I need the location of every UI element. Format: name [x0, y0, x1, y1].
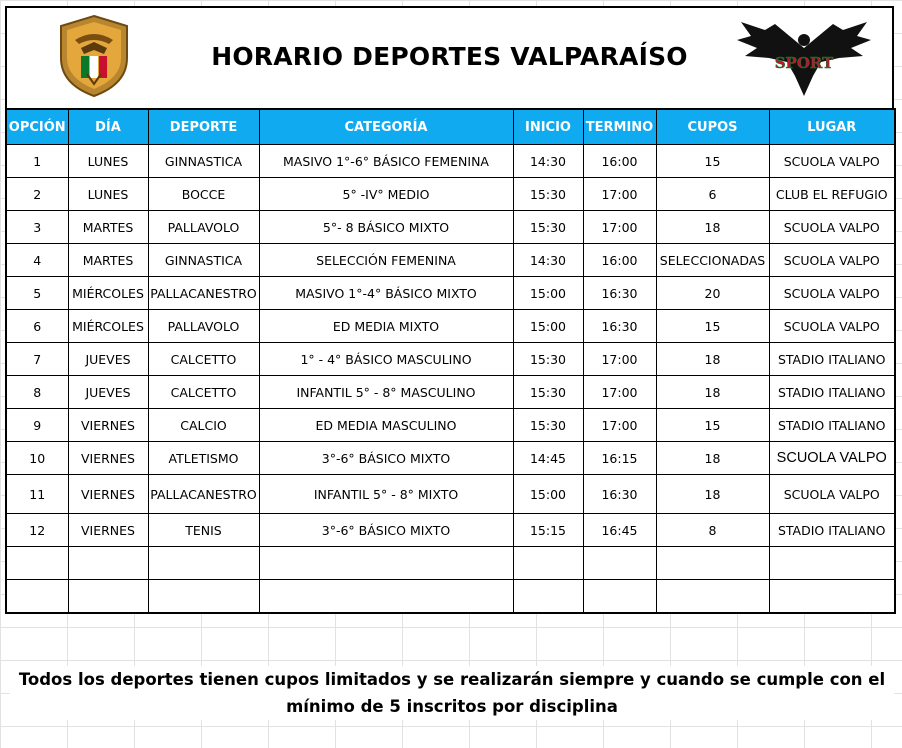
table-row: [6, 343, 895, 376]
cell-dia: LUNES: [68, 145, 148, 178]
cell-opcion: 5: [6, 277, 68, 310]
cell-inicio: 15:00: [513, 310, 583, 343]
cell-deporte: GINNASTICA: [148, 145, 259, 178]
cell-inicio: 15:30: [513, 178, 583, 211]
column-header-dia: DÍA: [68, 109, 148, 145]
cell-lugar: CLUB EL REFUGIO: [769, 178, 895, 211]
table-row: [6, 244, 895, 277]
table-header-row: [6, 109, 895, 145]
cell-dia: JUEVES: [68, 376, 148, 409]
cell-opcion: 12: [6, 514, 68, 547]
cell-opcion: 11: [6, 475, 68, 514]
cell-deporte: PALLAVOLO: [148, 211, 259, 244]
cell-opcion: 7: [6, 343, 68, 376]
table-row: [6, 145, 895, 178]
cell-opcion: 8: [6, 376, 68, 409]
cell-termino: 17:00: [583, 409, 656, 442]
cell-dia: MIÉRCOLES: [68, 310, 148, 343]
cell-dia: LUNES: [68, 178, 148, 211]
cell-inicio: 15:15: [513, 514, 583, 547]
cell-opcion: [6, 580, 68, 614]
cell-dia: MARTES: [68, 211, 148, 244]
table-row-empty: [6, 547, 895, 580]
cell-cupos: 8: [656, 514, 769, 547]
cell-opcion: 4: [6, 244, 68, 277]
cell-deporte: CALCETTO: [148, 343, 259, 376]
cell-lugar: SCUOLA VALPO: [769, 211, 895, 244]
cell-termino: 16:30: [583, 475, 656, 514]
cell-deporte: PALLACANESTRO: [148, 475, 259, 514]
cell-dia: JUEVES: [68, 343, 148, 376]
table-row: [6, 277, 895, 310]
column-header-categoria: CATEGORÍA: [259, 109, 513, 145]
cell-cupos: 18: [656, 475, 769, 514]
cell-categoria: 5° -IV° MEDIO: [259, 178, 513, 211]
cell-inicio: [513, 547, 583, 580]
cell-deporte: CALCIO: [148, 409, 259, 442]
cell-categoria: ED MEDIA MASCULINO: [259, 409, 513, 442]
cell-lugar: [769, 547, 895, 580]
cell-inicio: 14:45: [513, 442, 583, 475]
cell-opcion: 2: [6, 178, 68, 211]
cell-cupos: 18: [656, 211, 769, 244]
schedule-table: [5, 108, 896, 614]
cell-opcion: 1: [6, 145, 68, 178]
column-header-termino: TERMINO: [583, 109, 656, 145]
cell-lugar: [769, 580, 895, 614]
cell-cupos: 15: [656, 310, 769, 343]
title-block: [5, 6, 894, 108]
cell-termino: 16:00: [583, 244, 656, 277]
cell-inicio: 15:00: [513, 475, 583, 514]
cell-lugar: SCUOLA VALPO: [769, 145, 895, 178]
cell-deporte: PALLACANESTRO: [148, 277, 259, 310]
cell-cupos: 15: [656, 409, 769, 442]
cell-dia: [68, 547, 148, 580]
table-row: [6, 475, 895, 514]
cell-cupos: 18: [656, 343, 769, 376]
cell-cupos: 20: [656, 277, 769, 310]
cell-opcion: 10: [6, 442, 68, 475]
cell-termino: 16:30: [583, 310, 656, 343]
table-row-empty: [6, 580, 895, 614]
cell-categoria: [259, 547, 513, 580]
cell-dia: [68, 580, 148, 614]
cell-dia: MARTES: [68, 244, 148, 277]
cell-lugar: SCUOLA VALPO: [769, 475, 895, 514]
cell-deporte: CALCETTO: [148, 376, 259, 409]
cell-lugar: STADIO ITALIANO: [769, 409, 895, 442]
cell-categoria: [259, 580, 513, 614]
schedule-sheet: [5, 6, 894, 614]
cell-termino: [583, 547, 656, 580]
cell-termino: 17:00: [583, 211, 656, 244]
cell-opcion: 9: [6, 409, 68, 442]
cell-categoria: MASIVO 1°-4° BÁSICO MIXTO: [259, 277, 513, 310]
cell-inicio: 14:30: [513, 244, 583, 277]
cell-inicio: 15:00: [513, 277, 583, 310]
cell-dia: VIERNES: [68, 442, 148, 475]
cell-deporte: GINNASTICA: [148, 244, 259, 277]
column-header-deporte: DEPORTE: [148, 109, 259, 145]
cell-categoria: 3°-6° BÁSICO MIXTO: [259, 514, 513, 547]
column-header-inicio: INICIO: [513, 109, 583, 145]
cell-dia: VIERNES: [68, 514, 148, 547]
sport-logo-text: SPORT: [774, 54, 834, 72]
cell-cupos: 15: [656, 145, 769, 178]
cell-categoria: 5°- 8 BÁSICO MIXTO: [259, 211, 513, 244]
cell-inicio: 15:30: [513, 376, 583, 409]
cell-categoria: 3°-6° BÁSICO MIXTO: [259, 442, 513, 475]
cell-opcion: 3: [6, 211, 68, 244]
cell-opcion: 6: [6, 310, 68, 343]
cell-termino: 17:00: [583, 178, 656, 211]
cell-inicio: 14:30: [513, 145, 583, 178]
cell-cupos: [656, 580, 769, 614]
cell-termino: 16:00: [583, 145, 656, 178]
cell-categoria: INFANTIL 5° - 8° MIXTO: [259, 475, 513, 514]
cell-deporte: [148, 580, 259, 614]
cell-inicio: 15:30: [513, 211, 583, 244]
cell-cupos: 18: [656, 442, 769, 475]
cell-cupos: SELECCIONADAS: [656, 244, 769, 277]
cell-termino: 16:15: [583, 442, 656, 475]
cell-categoria: INFANTIL 5° - 8° MASCULINO: [259, 376, 513, 409]
cell-dia: MIÉRCOLES: [68, 277, 148, 310]
cell-deporte: BOCCE: [148, 178, 259, 211]
column-header-lugar: LUGAR: [769, 109, 895, 145]
cell-categoria: MASIVO 1°-6° BÁSICO FEMENINA: [259, 145, 513, 178]
cell-lugar: SCUOLA VALPO: [769, 310, 895, 343]
cell-deporte: ATLETISMO: [148, 442, 259, 475]
cell-lugar: SCUOLA VALPO: [769, 277, 895, 310]
table-row: [6, 514, 895, 547]
cell-cupos: 6: [656, 178, 769, 211]
table-row: [6, 211, 895, 244]
table-row: [6, 442, 895, 475]
sport-eagle-logo: [735, 18, 873, 98]
cell-inicio: 15:30: [513, 409, 583, 442]
table-row: [6, 376, 895, 409]
footer-note: Todos los deportes tienen cupos limitados y se realizarán siempre y cuando se cumple con el mínimo de 5 inscritos por disciplina: [10, 666, 894, 720]
cell-dia: VIERNES: [68, 409, 148, 442]
cell-lugar: STADIO ITALIANO: [769, 343, 895, 376]
cell-cupos: 18: [656, 376, 769, 409]
cell-termino: [583, 580, 656, 614]
cell-deporte: TENIS: [148, 514, 259, 547]
cell-inicio: 15:30: [513, 343, 583, 376]
cell-deporte: PALLAVOLO: [148, 310, 259, 343]
cell-lugar: STADIO ITALIANO: [769, 514, 895, 547]
cell-categoria: 1° - 4° BÁSICO MASCULINO: [259, 343, 513, 376]
column-header-cupos: CUPOS: [656, 109, 769, 145]
cell-opcion: [6, 547, 68, 580]
cell-deporte: [148, 547, 259, 580]
cell-dia: VIERNES: [68, 475, 148, 514]
cell-lugar: STADIO ITALIANO: [769, 376, 895, 409]
cell-categoria: ED MEDIA MIXTO: [259, 310, 513, 343]
cell-lugar: SCUOLA VALPO: [769, 442, 895, 475]
cell-termino: 17:00: [583, 343, 656, 376]
cell-inicio: [513, 580, 583, 614]
cell-lugar: SCUOLA VALPO: [769, 244, 895, 277]
cell-cupos: [656, 547, 769, 580]
cell-termino: 16:30: [583, 277, 656, 310]
cell-termino: 16:45: [583, 514, 656, 547]
table-row: [6, 409, 895, 442]
column-header-opcion: OPCIÓN: [6, 109, 68, 145]
table-row: [6, 178, 895, 211]
table-row: [6, 310, 895, 343]
page-title: HORARIO DEPORTES VALPARAÍSO: [211, 42, 688, 71]
cell-categoria: SELECCIÓN FEMENINA: [259, 244, 513, 277]
cell-termino: 17:00: [583, 376, 656, 409]
